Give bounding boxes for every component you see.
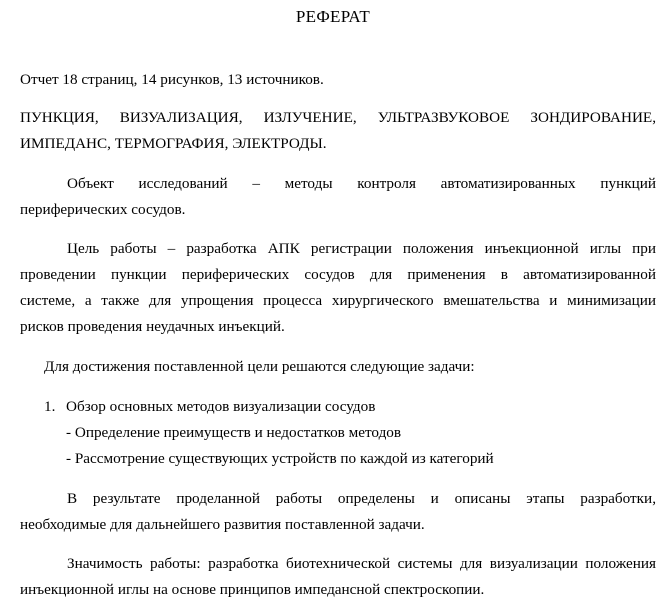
- goal-line-2: проведении пункции периферических сосудов для применения в автоматизированной: [20, 266, 656, 283]
- goal-line-3: системе, а также для упрощения процесса хирургического вмешательства и минимизации: [20, 292, 656, 309]
- significance-line-1: Значимость работы: разработка биотехнической системы для визуализации положения: [67, 555, 656, 572]
- result-line-2: необходимые для дальнейшего развития поставленной задачи.: [20, 516, 425, 533]
- goal-paragraph: [20, 236, 656, 340]
- object-line-2: периферических сосудов.: [20, 201, 186, 218]
- tasks-intro: Для достижения поставленной цели решаются следующие задачи:: [44, 358, 475, 375]
- list-item: [44, 394, 375, 420]
- list-subitem: - Определение преимуществ и недостатков методов: [66, 424, 402, 441]
- list-item-number: 1.: [44, 398, 56, 415]
- object-line-1: Объект исследований – методы контроля автоматизированных пункций: [67, 175, 656, 192]
- keywords-line-1: ПУНКЦИЯ, ВИЗУАЛИЗАЦИЯ, ИЗЛУЧЕНИЕ, УЛЬТРАЗВУКОВОЕ ЗОНДИРОВАНИЕ,: [20, 109, 656, 126]
- significance-line-2: инъекционной иглы на основе принципов импедансной спектроскопии.: [20, 581, 485, 598]
- result-line-1: В результате проделанной работы определены и описаны этапы разработки,: [67, 490, 656, 507]
- page-title: РЕФЕРАТ: [295, 7, 371, 26]
- keywords-line-2: ИМПЕДАНС, ТЕРМОГРАФИЯ, ЭЛЕКТРОДЫ.: [20, 135, 327, 152]
- significance-paragraph: [20, 551, 656, 603]
- keywords-paragraph: [20, 105, 656, 157]
- object-paragraph: [20, 171, 656, 223]
- result-paragraph: [20, 486, 656, 538]
- goal-line-4: рисков проведения неудачных инъекций.: [20, 318, 285, 335]
- list-item-text: Обзор основных методов визуализации сосудов: [66, 398, 376, 415]
- report-summary: Отчет 18 страниц, 14 рисунков, 13 источников.: [20, 71, 324, 88]
- list-subitem: - Рассмотрение существующих устройств по каждой из категорий: [66, 450, 494, 467]
- goal-line-1: Цель работы – разработка АПК регистрации положения инъекционной иглы при: [67, 240, 656, 257]
